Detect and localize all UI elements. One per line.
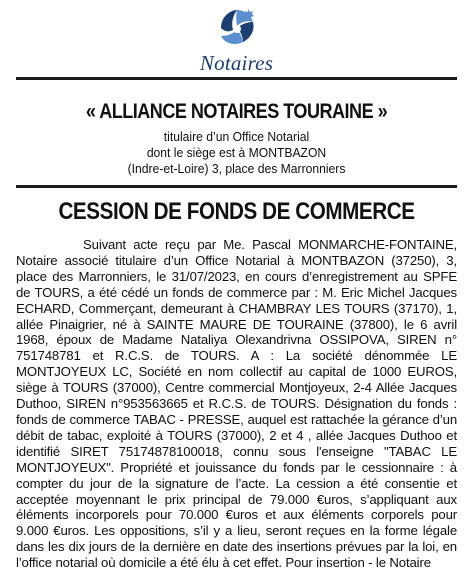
notice-body: Suivant acte reçu par Me. Pascal MONMARCHE-FONTAINE, Notaire associé titulaire d’un Office Notarial à MONTBAZON (37250), 3, place des Marronniers, le 31/07/2023, en cours d’enregistrement au SPFE de TOURS, a été cédé un fonds de commerce par : M. Eric Michel Jacques ECHARD, Commerçant, demeurant à CHAMBRAY LES TOURS (37170), 1, allée Pinaigrier, né à SAINTE MAURE DE TOURAINE (37800), le 6 avril 1968, époux de Madame Nataliya Olexandrivna OSSIPOVA, SIREN n° 751748781 et R.C.S. de TOURS. A : La société dénommée LE MONTJOYEUX LC, Société en nom collectif au capital de 1000 EUROS, siège à TOURS (37000), Centre commercial Montjoyeux, 2-4 Allée Jacques Duthoo, SIREN n°953563665 et R.C.S. de TOURS. Désignation du fonds : fonds de commerce TABAC - PRESSE, auquel est rattachée la gérance d’un débit de tabac, exploité à TOURS (37000), 2 et 4 , allée Jacques Duthoo et identifié SIRET 75174878100018, connu sous l'enseigne "TABAC LE MONTJOYEUX". Propriété et jouissance du fonds par le cessionnaire : à compter du jour de la signature de l’acte. La cession a été consentie et acceptée moyennant le prix principal de 79.000 €uros, s’appliquant aux éléments incorporels pour 70.000 €uros et aux éléments corporels pour 9.000 €uros. Les oppositions, s’il y a lieu, seront reçues en la forme légale dans les dix jours de la dernière en date des insertions prévues par la loi, en l’office notarial où domicile a été élu à cet effet. Pour insertion - le Notaire (16, 237, 457, 571)
notaires-emblem-icon (207, 6, 267, 48)
notaires-logo (0, 6, 473, 75)
section-divider (16, 185, 457, 188)
office-details (0, 129, 473, 177)
office-line: (Indre-et-Loire) 3, place des Marronniers (127, 161, 346, 176)
office-line: dont le siège est à MONTBAZON (146, 145, 327, 160)
notaires-wordmark: Notaires (199, 51, 274, 75)
top-divider (16, 77, 457, 80)
section-title: CESSION DE FONDS DE COMMERCE (58, 198, 415, 225)
office-title: « ALLIANCE NOTAIRES TOURAINE » (85, 100, 388, 123)
office-line: titulaire d’un Office Notarial (163, 129, 310, 144)
